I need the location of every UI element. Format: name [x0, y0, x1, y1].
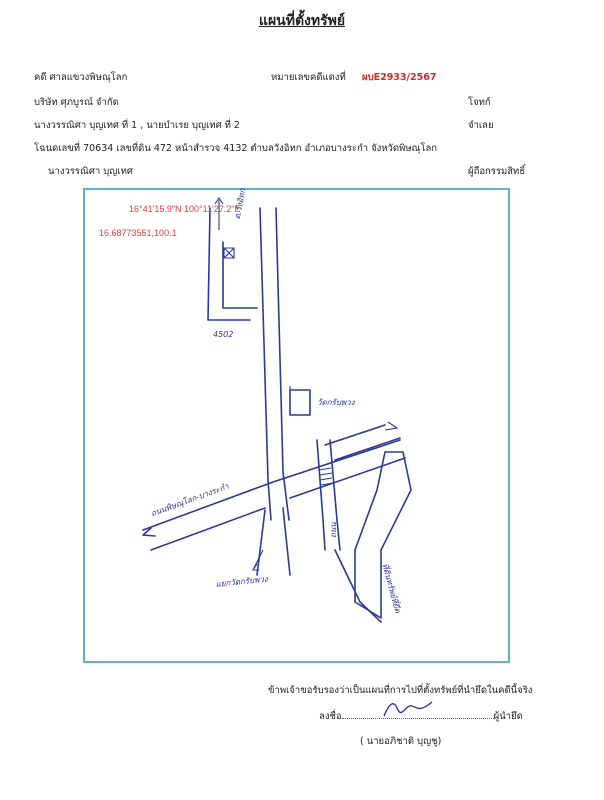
location-map [83, 188, 510, 663]
branch-road-upper [325, 425, 400, 460]
case-number-label: หมายเลขคดีแดงที่ [271, 72, 346, 83]
court-label: คดี ศาลแขวงพิษณุโลก [34, 72, 128, 83]
label-top-road: ต.วังอิทก [232, 187, 248, 220]
label-mid-road: ถนน [329, 522, 338, 538]
south-branch [335, 550, 381, 622]
label-road-number: 4502 [213, 330, 234, 339]
coordinates-dms: 16°41'15.9"N 100°11'27.2"E [129, 204, 241, 214]
arrow-icon [215, 198, 223, 230]
branch-road-arrow [385, 422, 397, 430]
signature-prefix: ลงชื่อ [319, 711, 342, 722]
defendants-names: นางวรรณิศา บุญเทศ ที่ 1 , นายบำเรย บุญเทศ ที่ 2 [34, 120, 240, 131]
signature-mark [380, 696, 440, 722]
defendants-role: จำเลย [468, 120, 494, 131]
deed-line: โฉนดเลขที่ 70634 เลขที่ดิน 472 หน้าสำรวจ 4132 ตำบลวังอิทก อำเภอบางระกำ จังหวัดพิษณุโลก [34, 143, 438, 154]
certification-statement: ข้าพเจ้าขอรับรองว่าเป็นแผนที่การไปที่ตั้งทรัพย์ที่นำยึดในคดีนี้จริง [268, 685, 533, 696]
plaintiff-role: โจทก์ [468, 97, 491, 108]
map-sketch [85, 190, 508, 661]
signature-role: ผู้นำยึด [493, 711, 523, 722]
temple-building [290, 390, 310, 415]
label-left-road: ถนนพิษณุโลก-บางระกำ [149, 481, 230, 519]
main-road-left-edge [260, 208, 271, 520]
coordinates-decimal: 16.68773551,100.1 [99, 228, 177, 238]
owner-name: นางวรรณิศา บุญเทศ [48, 166, 133, 177]
label-temple: วัดกรับพวง [317, 398, 355, 407]
crosswalk [319, 468, 333, 485]
label-junction: แยกวัดกรับพวง [215, 574, 269, 589]
main-road-right-edge [276, 208, 289, 520]
right-plot-outline [355, 452, 411, 618]
signer-name: ( นายอภิชาติ บุญชู) [360, 736, 442, 747]
mid-road-left-edge [317, 440, 325, 550]
lower-road-left [257, 510, 265, 575]
label-right-plot: ที่ดินทรัพย์ที่ยึด [380, 562, 403, 614]
side-road-left [208, 208, 250, 320]
plot-marker-icon [224, 248, 234, 258]
page-title: แผนที่ตั้งทรัพย์ [258, 13, 346, 29]
owner-role: ผู้ถือกรรมสิทธิ์ [468, 166, 526, 177]
plaintiff-name: บริษัท ศุภบูรณ์ จำกัด [34, 97, 119, 108]
case-number-value: ผบE2933/2567 [362, 72, 437, 83]
